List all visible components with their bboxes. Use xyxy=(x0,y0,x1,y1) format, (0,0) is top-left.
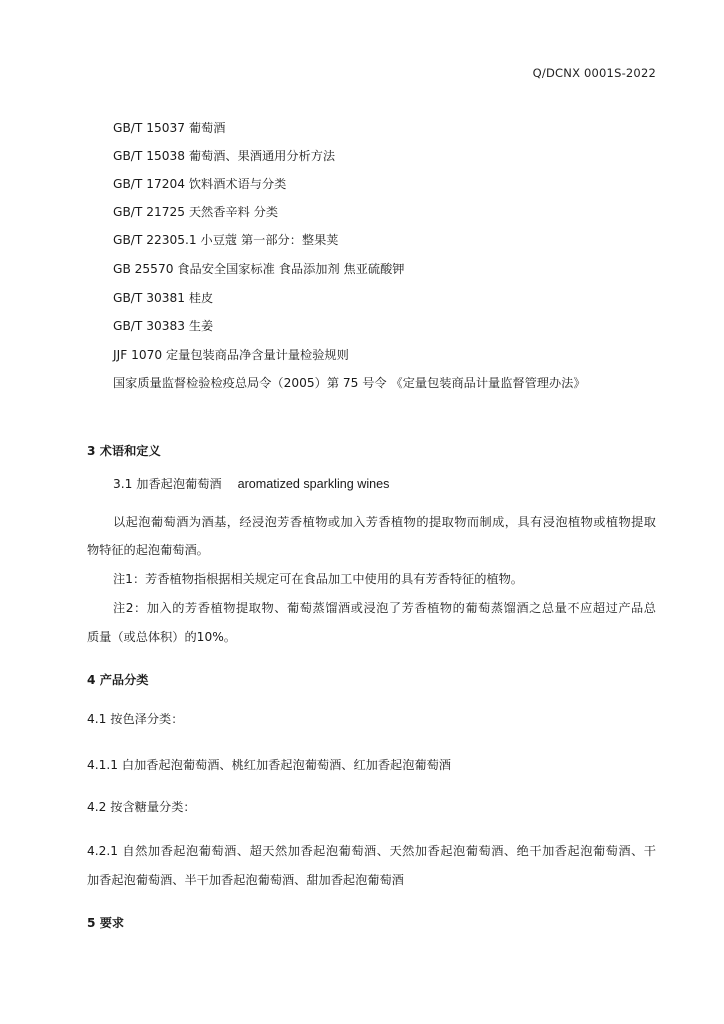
reference-item: GB/T 15038 葡萄酒、果酒通用分析方法 xyxy=(113,149,336,163)
document-code: Q/DCNX 0001S-2022 xyxy=(532,66,656,80)
clause-4-1: 4.1 按色泽分类： xyxy=(87,712,184,726)
reference-item: 国家质量监督检验检疫总局令（2005）第 75 号令 《定量包装商品计量监督管理办法》 xyxy=(113,376,586,390)
note-2: 注2：加入的芳香植物提取物、葡萄蒸馏酒或浸泡了芳香植物的葡萄蒸馏酒之总量不应超过产品总 xyxy=(113,601,656,615)
term-title-en: aromatized sparkling wines xyxy=(237,477,390,491)
term-entry xyxy=(113,476,389,492)
section-heading-5: 5 要求 xyxy=(87,916,125,930)
reference-item: GB/T 15037 葡萄酒 xyxy=(113,121,226,135)
reference-item: GB/T 17204 饮料酒术语与分类 xyxy=(113,177,287,191)
clause-4-2-1: 4.2.1 自然加香起泡葡萄酒、超天然加香起泡葡萄酒、天然加香起泡葡萄酒、绝干加香起泡葡萄酒、干 xyxy=(87,844,656,858)
definition-text-cont: 物特征的起泡葡萄酒。 xyxy=(87,543,209,557)
section-heading-3: 3 术语和定义 xyxy=(87,444,161,458)
reference-item: GB/T 30383 生姜 xyxy=(113,319,214,333)
reference-item: GB/T 21725 天然香辛料 分类 xyxy=(113,205,279,219)
reference-item: GB/T 22305.1 小豆蔻 第一部分：整果荚 xyxy=(113,233,339,247)
reference-item: JJF 1070 定量包装商品净含量计量检验规则 xyxy=(113,348,349,362)
term-title-cn: 3.1 加香起泡葡萄酒 xyxy=(113,477,222,491)
note-1: 注1：芳香植物指根据相关规定可在食品加工中使用的具有芳香特征的植物。 xyxy=(113,572,523,586)
clause-4-2-1-cont: 加香起泡葡萄酒、半干加香起泡葡萄酒、甜加香起泡葡萄酒 xyxy=(87,873,404,887)
note-2-cont: 质量（或总体积）的10%。 xyxy=(87,630,236,644)
definition-text: 以起泡葡萄酒为酒基，经浸泡芳香植物或加入芳香植物的提取物而制成，具有浸泡植物或植物提取 xyxy=(113,515,656,529)
clause-4-1-1: 4.1.1 白加香起泡葡萄酒、桃红加香起泡葡萄酒、红加香起泡葡萄酒 xyxy=(87,758,451,772)
reference-item: GB 25570 食品安全国家标准 食品添加剂 焦亚硫酸钾 xyxy=(113,262,405,276)
section-heading-4: 4 产品分类 xyxy=(87,673,149,687)
clause-4-2: 4.2 按含糖量分类： xyxy=(87,800,196,814)
reference-item: GB/T 30381 桂皮 xyxy=(113,291,214,305)
